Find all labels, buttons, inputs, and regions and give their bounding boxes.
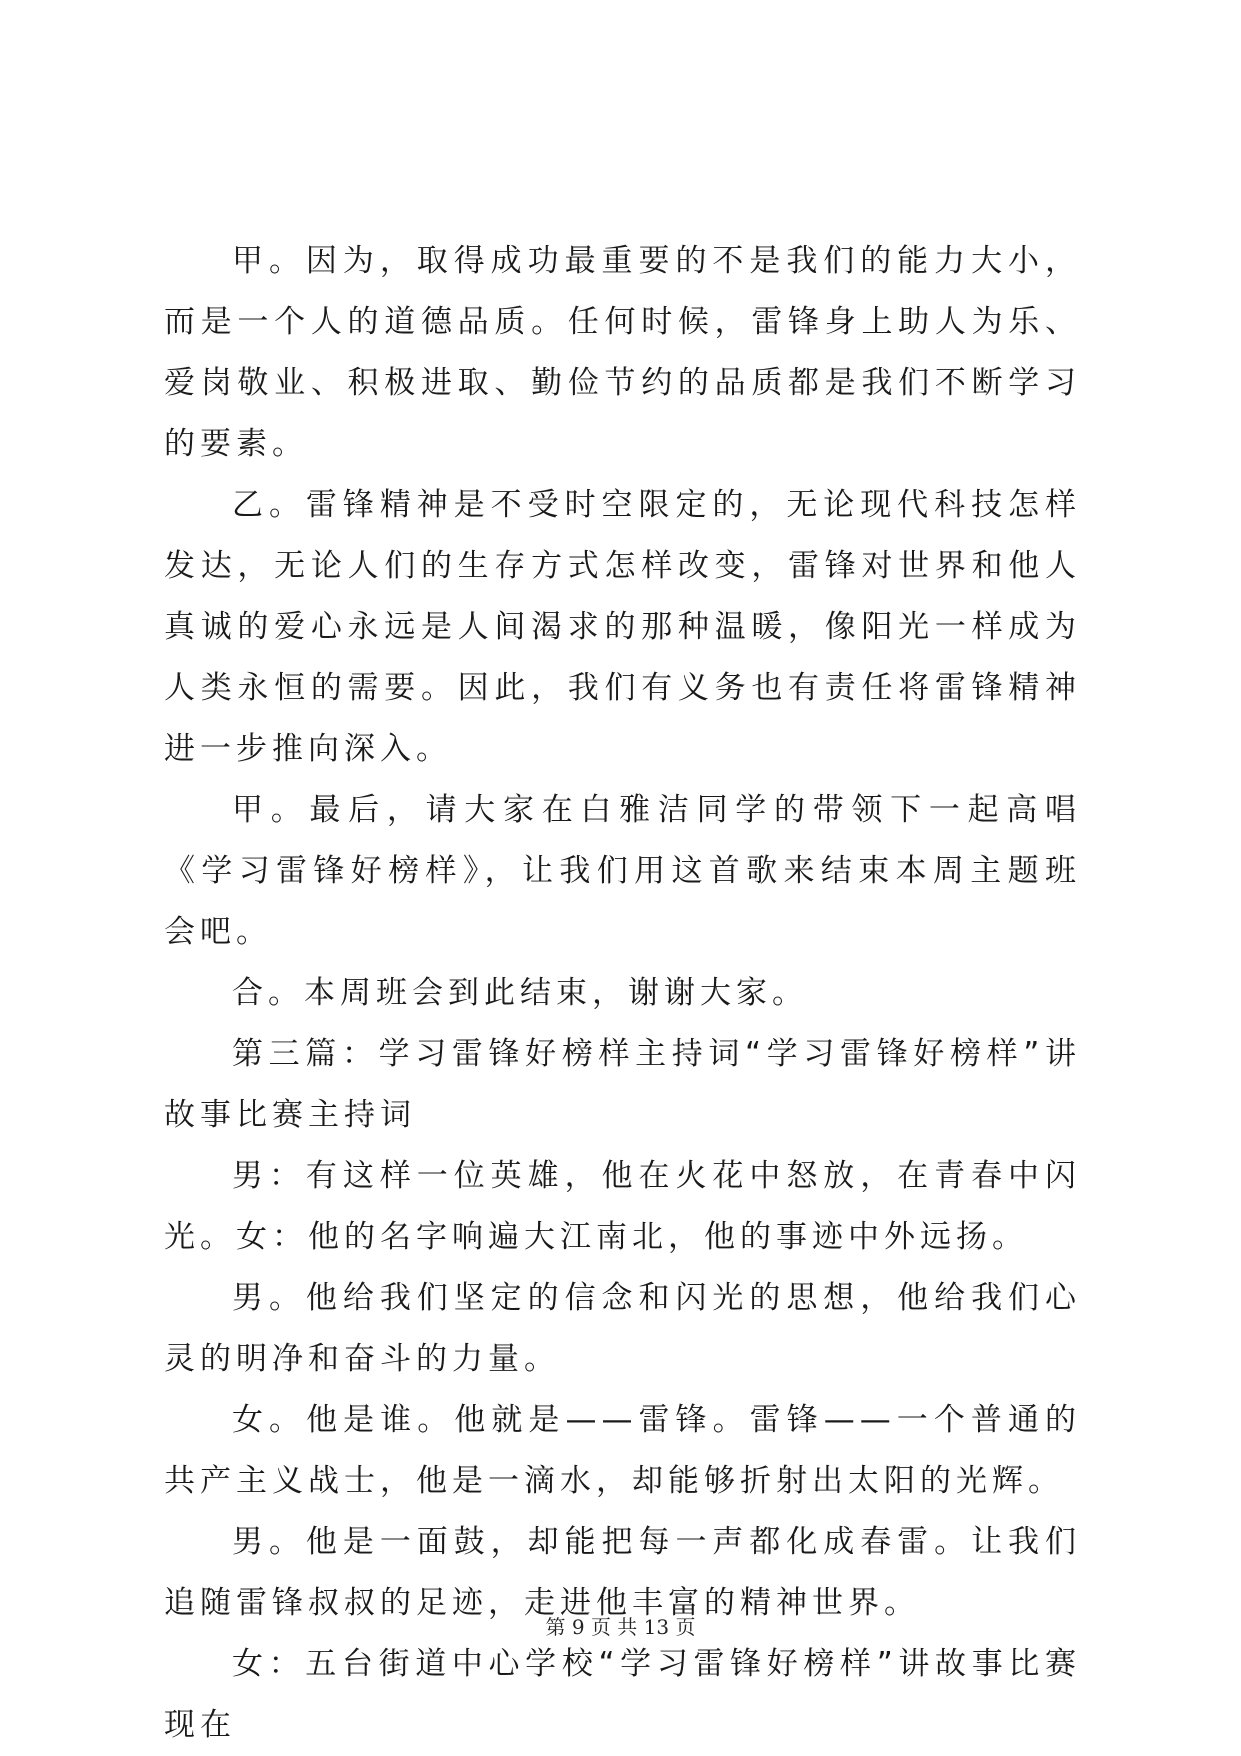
paragraph: 甲。因为，取得成功最重要的不是我们的能力大小，而是一个人的道德品质。任何时候，雷锋身上助人为乐、爱岗敬业、积极进取、勤俭节约的品质都是我们不断学习的要素。 bbox=[164, 243, 1081, 462]
paragraph: 乙。雷锋精神是不受时空限定的，无论现代科技怎样发达，无论人们的生存方式怎样改变，雷锋对世界和他人真诚的爱心永远是人间渴求的那种温暖，像阳光一样成为人类永恒的需要。因此，我们有义务也有责任将雷锋精神进一步推向深入。 bbox=[164, 487, 1081, 767]
paragraph: 合。本周班会到此结束，谢谢大家。 bbox=[232, 975, 808, 1011]
paragraph: 女。他是谁。他就是——雷锋。雷锋——一个普通的共产主义战士，他是一滴水，却能够折射出太阳的光辉。 bbox=[164, 1402, 1081, 1499]
section-heading: 第三篇：学习雷锋好榜样主持词“学习雷锋好榜样”讲故事比赛主持词 bbox=[164, 1036, 1081, 1133]
paragraph: 甲。最后，请大家在白雅洁同学的带领下一起高唱《学习雷锋好榜样》，让我们用这首歌来结束本周主题班会吧。 bbox=[164, 792, 1081, 950]
paragraph: 男：有这样一位英雄，他在火花中怒放，在青春中闪光。女：他的名字响遍大江南北，他的事迹中外远扬。 bbox=[164, 1158, 1081, 1255]
page-number-footer: 第 9 页 共 13 页 bbox=[545, 1615, 696, 1639]
paragraph: 女：五台街道中心学校“学习雷锋好榜样”讲故事比赛现在 bbox=[164, 1646, 1081, 1743]
paragraph: 男。他给我们坚定的信念和闪光的思想，他给我们心灵的明净和奋斗的力量。 bbox=[164, 1280, 1081, 1377]
paragraph: 男。他是一面鼓，却能把每一声都化成春雷。让我们追随雷锋叔叔的足迹，走进他丰富的精神世界。 bbox=[164, 1524, 1081, 1621]
document-body bbox=[164, 231, 1081, 1756]
